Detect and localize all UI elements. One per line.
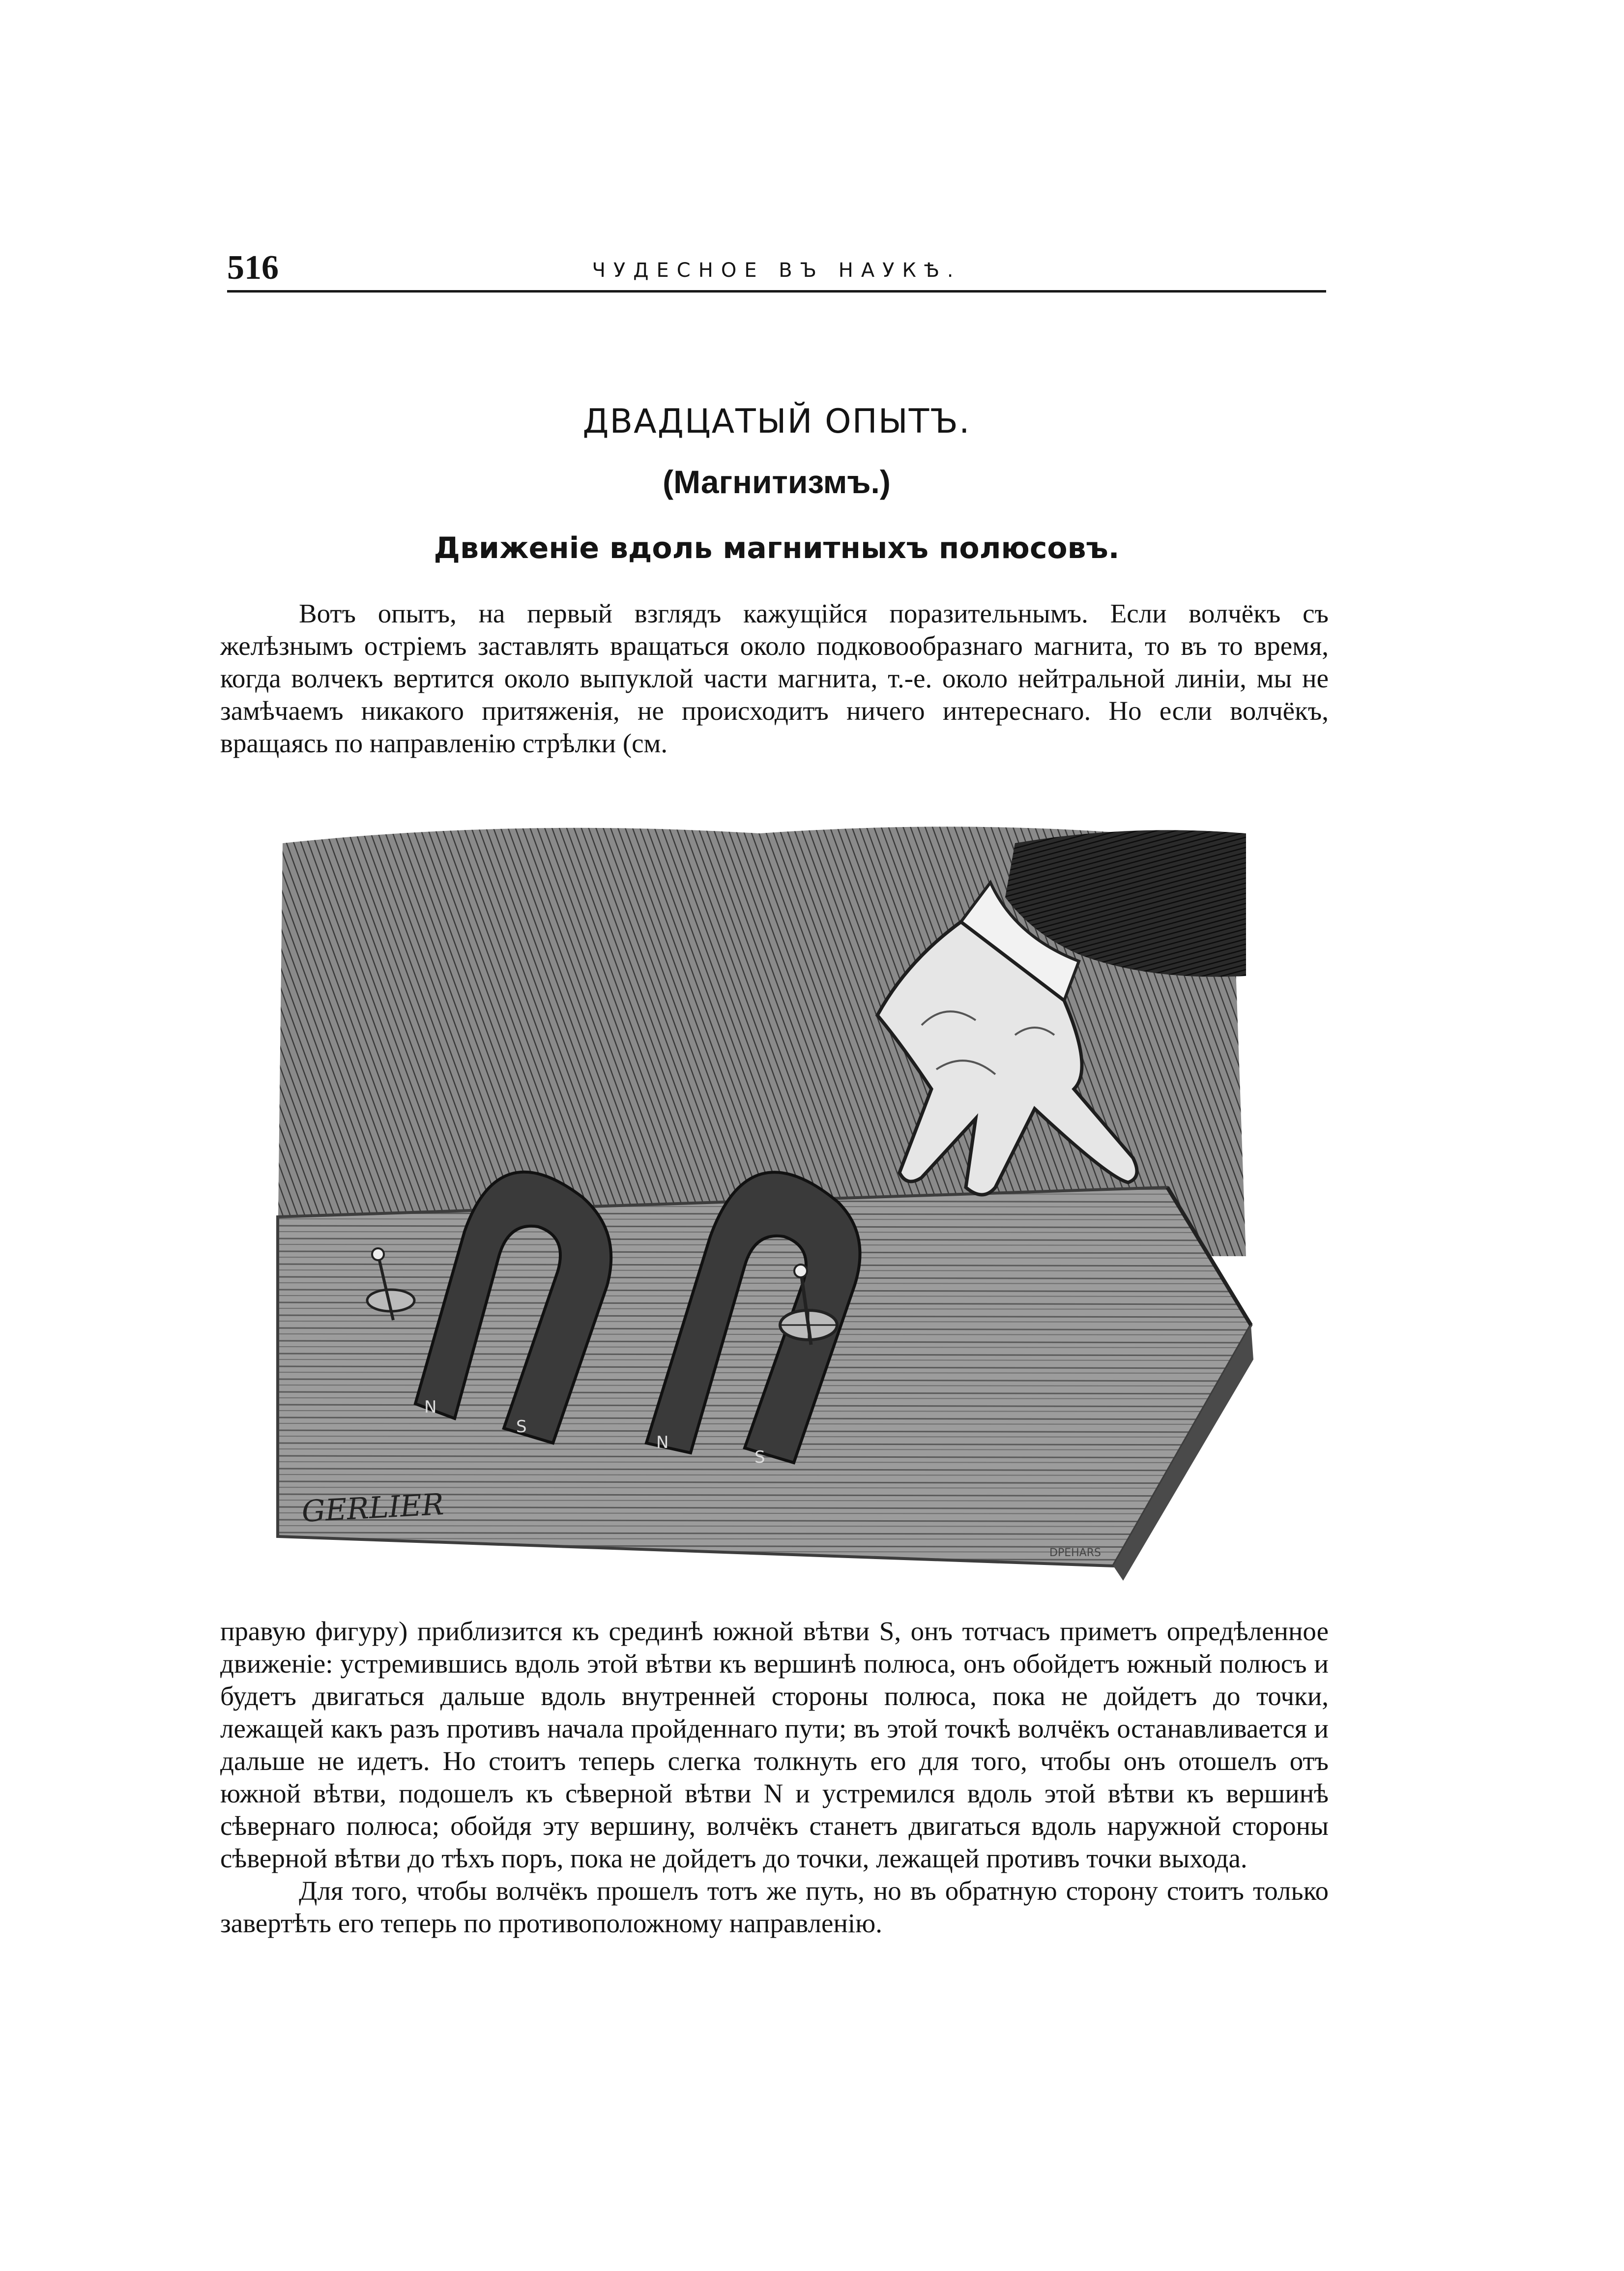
right-magnet-n-label: N — [656, 1433, 669, 1452]
engraver-signature: GERLIER — [301, 1487, 445, 1529]
engraving-figure — [268, 814, 1256, 1581]
running-title: ЧУДЕСНОЕ ВЪ НАУКѢ. — [592, 259, 961, 282]
intro-text — [220, 597, 1329, 760]
paragraph-3: Для того, чтобы волчёкъ прошелъ тотъ же путь, но въ обратную сторону стоитъ только завертѣть его теперь по противоположному направленію. — [220, 1876, 1329, 1938]
paragraph-2: правую фигуру) приблизится къ срединѣ южной вѣтви S, онъ тотчасъ приметъ опредѣленное движеніе: устремившись вдоль этой вѣтви къ вершинѣ полюса, онъ обойдетъ южный полюсъ и будетъ двигаться дальше вдоль внутренней стороны полюса, пока не дойдетъ до точки, лежащей какъ разъ противъ начала пройденнаго пути; въ этой точкѣ волчёкъ останавливается и дальше не идетъ. Но стоитъ теперь слегка толкнуть его для того, чтобы онъ отошелъ отъ южной вѣтви, подошелъ къ сѣверной вѣтви N и устремился вдоль этой вѣтви къ вершинѣ сѣвернаго полюса; обойдя эту вершину, волчёкъ станетъ двигаться вдоль наружной стороны сѣверной вѣтви до тѣхъ поръ, пока не дойдетъ до точки, лежащей противъ точки выхода. — [220, 1616, 1329, 1873]
topic-heading: Движеніе вдоль магнитныхъ полюсовъ. — [434, 531, 1120, 565]
running-header — [227, 246, 1326, 293]
left-magnet-s-label: S — [516, 1417, 527, 1437]
printer-mark: DPEHARS — [1049, 1547, 1101, 1559]
experiment-heading: ДВАДЦАТЫЙ ОПЫТЪ. — [582, 402, 971, 441]
subject-heading: (Магнитизмъ.) — [663, 464, 891, 500]
paragraph-1: Вотъ опытъ, на первый взглядъ кажущійся поразительнымъ. Если волчёкъ съ желѣзнымъ остріемъ заставлять вращаться около подковообразнаго магнита, то въ то время, когда волчекъ вертится около выпуклой части магнита, т.-е. около нейтральной линіи, мы не замѣчаемъ никакого притяженія, не происходитъ ничего интереснаго. Но если волчёкъ, вращаясь по направленію стрѣлки (см. — [220, 598, 1329, 758]
left-magnet-n-label: N — [424, 1397, 437, 1417]
page-number: 516 — [227, 249, 279, 287]
engraving-illustration — [268, 814, 1256, 1581]
right-magnet-s-label: S — [754, 1447, 765, 1467]
main-text — [220, 1615, 1329, 1940]
